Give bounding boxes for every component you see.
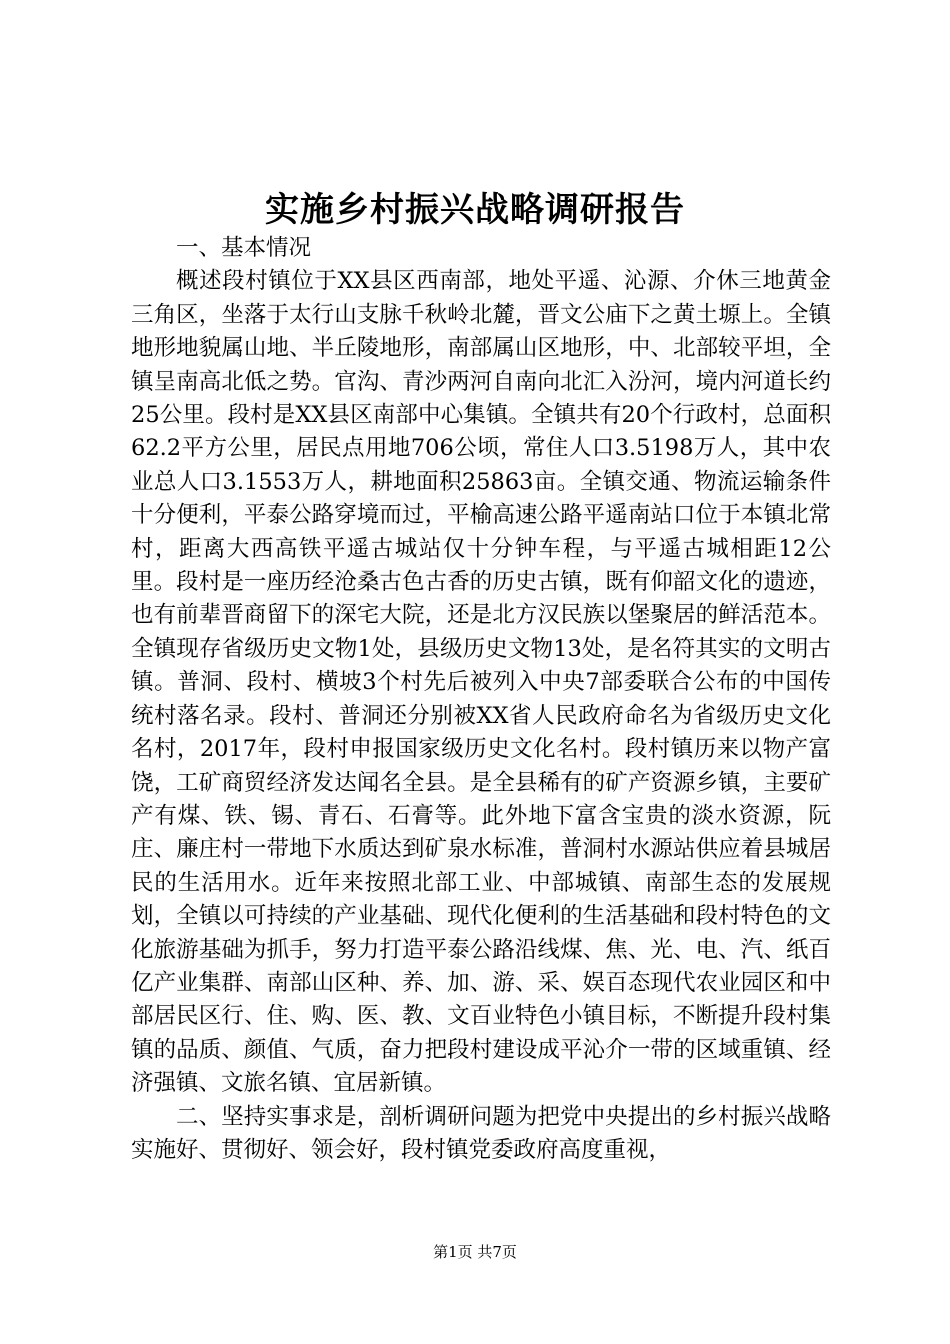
section-heading-basic-situation: 一、基本情况 xyxy=(176,235,312,261)
document-title: 实施乡村振兴战略调研报告 xyxy=(265,190,685,230)
body-paragraph-section-two: 二、坚持实事求是，剖析调研问题为把党中央提出的乡村振兴战略实施好、贯彻好、领会好，段村镇党委政府高度重视， xyxy=(131,1103,831,1163)
page-number-footer: 第1页 共7页 xyxy=(433,1243,517,1261)
document-body xyxy=(131,232,831,1167)
body-paragraph-overview: 概述段村镇位于XX县区西南部，地处平遥、沁源、介休三地黄金三角区，坐落于太行山支脉千秋岭北麓，晋文公庙下之黄土塬上。全镇地形地貌属山地、半丘陵地形，南部属山区地形，中、北部较平坦，全镇呈南高北低之势。官沟、青沙两河自南向北汇入汾河，境内河道长约25公里。段村是XX县区南部中心集镇。全镇共有20个行政村，总面积62.2平方公里，居民点用地706公顷，常住人口3.5198万人，其中农业总人口3.1553万人，耕地面积25863亩。全镇交通、物流运输条件十分便利，平泰公路穿境而过，平榆高速公路平遥南站口位于本镇北常村，距离大西高铁平遥古城站仅十分钟车程，与平遥古城相距12公里。段村是一座历经沧桑古色古香的历史古镇，既有仰韶文化的遗迹，也有前辈晋商留下的深宅大院，还是北方汉民族以堡聚居的鲜活范本。全镇现存省级历史文物1处，县级历史文物13处，是名符其实的文明古镇。普洞、段村、横坡3个村先后被列入中央7部委联合公布的中国传统村落名录。段村、普洞还分别被XX省人民政府命名为省级历史文化名村，2017年，段村申报国家级历史文化名村。段村镇历来以物产富饶，工矿商贸经济发达闻名全县。是全县稀有的矿产资源乡镇，主要矿产有煤、铁、锡、青石、石膏等。此外地下富含宝贵的淡水资源，阮庄、廉庄村一带地下水质达到矿泉水标准，普洞村水源站供应着县城居民的生活用水。近年来按照北部工业、中部城镇、南部生态的发展规划，全镇以可持续的产业基础、现代化便利的生活基础和段村特色的文化旅游基础为抓手，努力打造平泰公路沿线煤、焦、光、电、汽、纸百亿产业集群、南部山区种、养、加、游、采、娱百态现代农业园区和中部居民区行、住、购、医、教、文百业特色小镇目标，不断提升段村集镇的品质、颜值、气质，奋力把段村建设成平沁介一带的区域重镇、经济强镇、文旅名镇、宜居新镇。 xyxy=(131,268,831,1097)
